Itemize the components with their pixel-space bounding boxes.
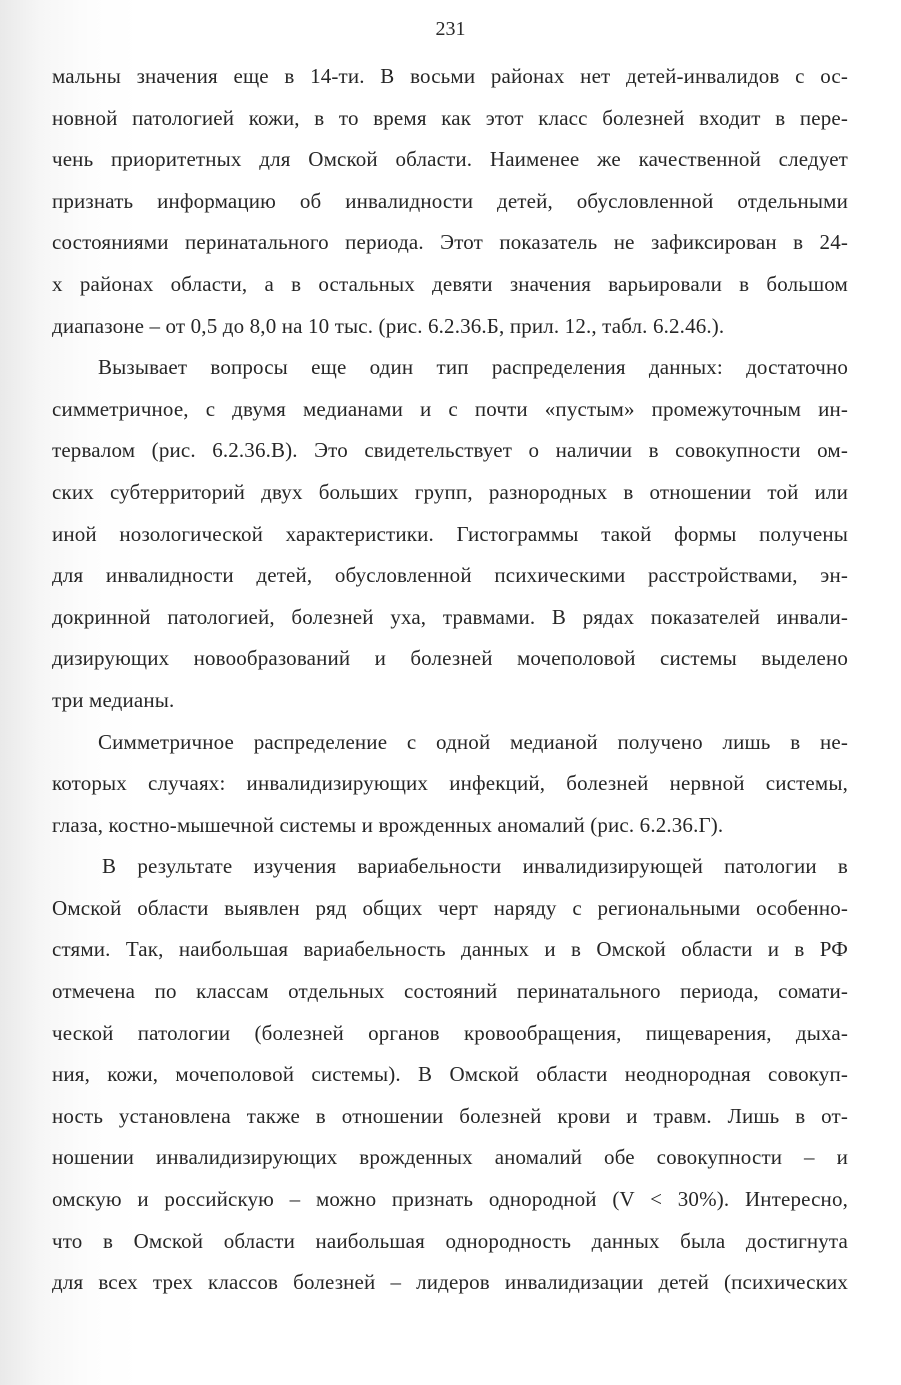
- text-line: для всех трех классов болезней – лидеров инвалидизации детей (психических: [52, 1270, 848, 1295]
- text-line: стями. Так, наибольшая вариабельность данных и в Омской области и в РФ: [52, 937, 848, 962]
- text-line: состояниями перинатального периода. Этот показатель не зафиксирован в 24-: [52, 230, 848, 255]
- text-line: тервалом (рис. 6.2.36.В). Это свидетельствует о наличии в совокупности ом-: [52, 438, 848, 463]
- text-line: ность установлена также в отношении болезней крови и травм. Лишь в от-: [52, 1103, 848, 1128]
- text-line: ния, кожи, мочеполовой системы). В Омской области неоднородная совокуп-: [52, 1062, 848, 1087]
- text-line: Симметричное распределение с одной медианой получено лишь в не-: [98, 729, 848, 754]
- text-line: признать информацию об инвалидности детей, обусловленной отдельными: [52, 188, 848, 213]
- body-text: [52, 56, 848, 1304]
- text-line: дизирующих новообразований и болезней мочеполовой системы выделено: [52, 646, 848, 671]
- text-line: Вызывает вопросы еще один тип распределения данных: достаточно: [98, 355, 848, 380]
- text-line: Омской области выявлен ряд общих черт наряду с региональными особенно-: [52, 895, 848, 920]
- text-line: омскую и российскую – можно признать однородной (V < 30%). Интересно,: [52, 1187, 848, 1212]
- text-line: ческой патологии (болезней органов кровообращения, пищеварения, дыха-: [52, 1020, 848, 1045]
- text-line: что в Омской области наибольшая однородность данных была достигнута: [52, 1228, 848, 1253]
- text-line: докринной патологией, болезней уха, травмами. В рядах показателей инвали-: [52, 604, 848, 629]
- text-line: симметричное, с двумя медианами и с почти «пустым» промежуточным ин-: [52, 396, 848, 421]
- text-line: для инвалидности детей, обусловленной психическими расстройствами, эн-: [52, 563, 848, 588]
- page-number: 231: [435, 18, 466, 40]
- text-line: которых случаях: инвалидизирующих инфекций, болезней нервной системы,: [52, 771, 848, 796]
- text-line: ношении инвалидизирующих врожденных аномалий обе совокупности – и: [52, 1145, 848, 1170]
- text-line: ских субтерриторий двух больших групп, разнородных в отношении той или: [52, 479, 848, 504]
- text-line: диапазоне – от 0,5 до 8,0 на 10 тыс. (рис. 6.2.36.Б, прил. 12., табл. 6.2.46.).: [52, 313, 725, 338]
- text-line: чень приоритетных для Омской области. Наименее же качественной следует: [52, 147, 848, 172]
- text-line: иной нозологической характеристики. Гистограммы такой формы получены: [52, 521, 848, 546]
- text-line: новной патологией кожи, в то время как этот класс болезней входит в пере-: [52, 105, 848, 130]
- text-line: В результате изучения вариабельности инвалидизирующей патологии в: [102, 854, 848, 879]
- text-line: три медианы.: [52, 687, 175, 712]
- text-line: мальны значения еще в 14-ти. В восьми районах нет детей-инвалидов с ос-: [52, 64, 848, 88]
- text-line: х районах области, а в остальных девяти значения варьировали в большом: [52, 271, 848, 296]
- text-line: отмечена по классам отдельных состояний перинатального периода, сомати-: [52, 979, 848, 1004]
- text-line: глаза, костно-мышечной системы и врожденных аномалий (рис. 6.2.36.Г).: [52, 812, 724, 837]
